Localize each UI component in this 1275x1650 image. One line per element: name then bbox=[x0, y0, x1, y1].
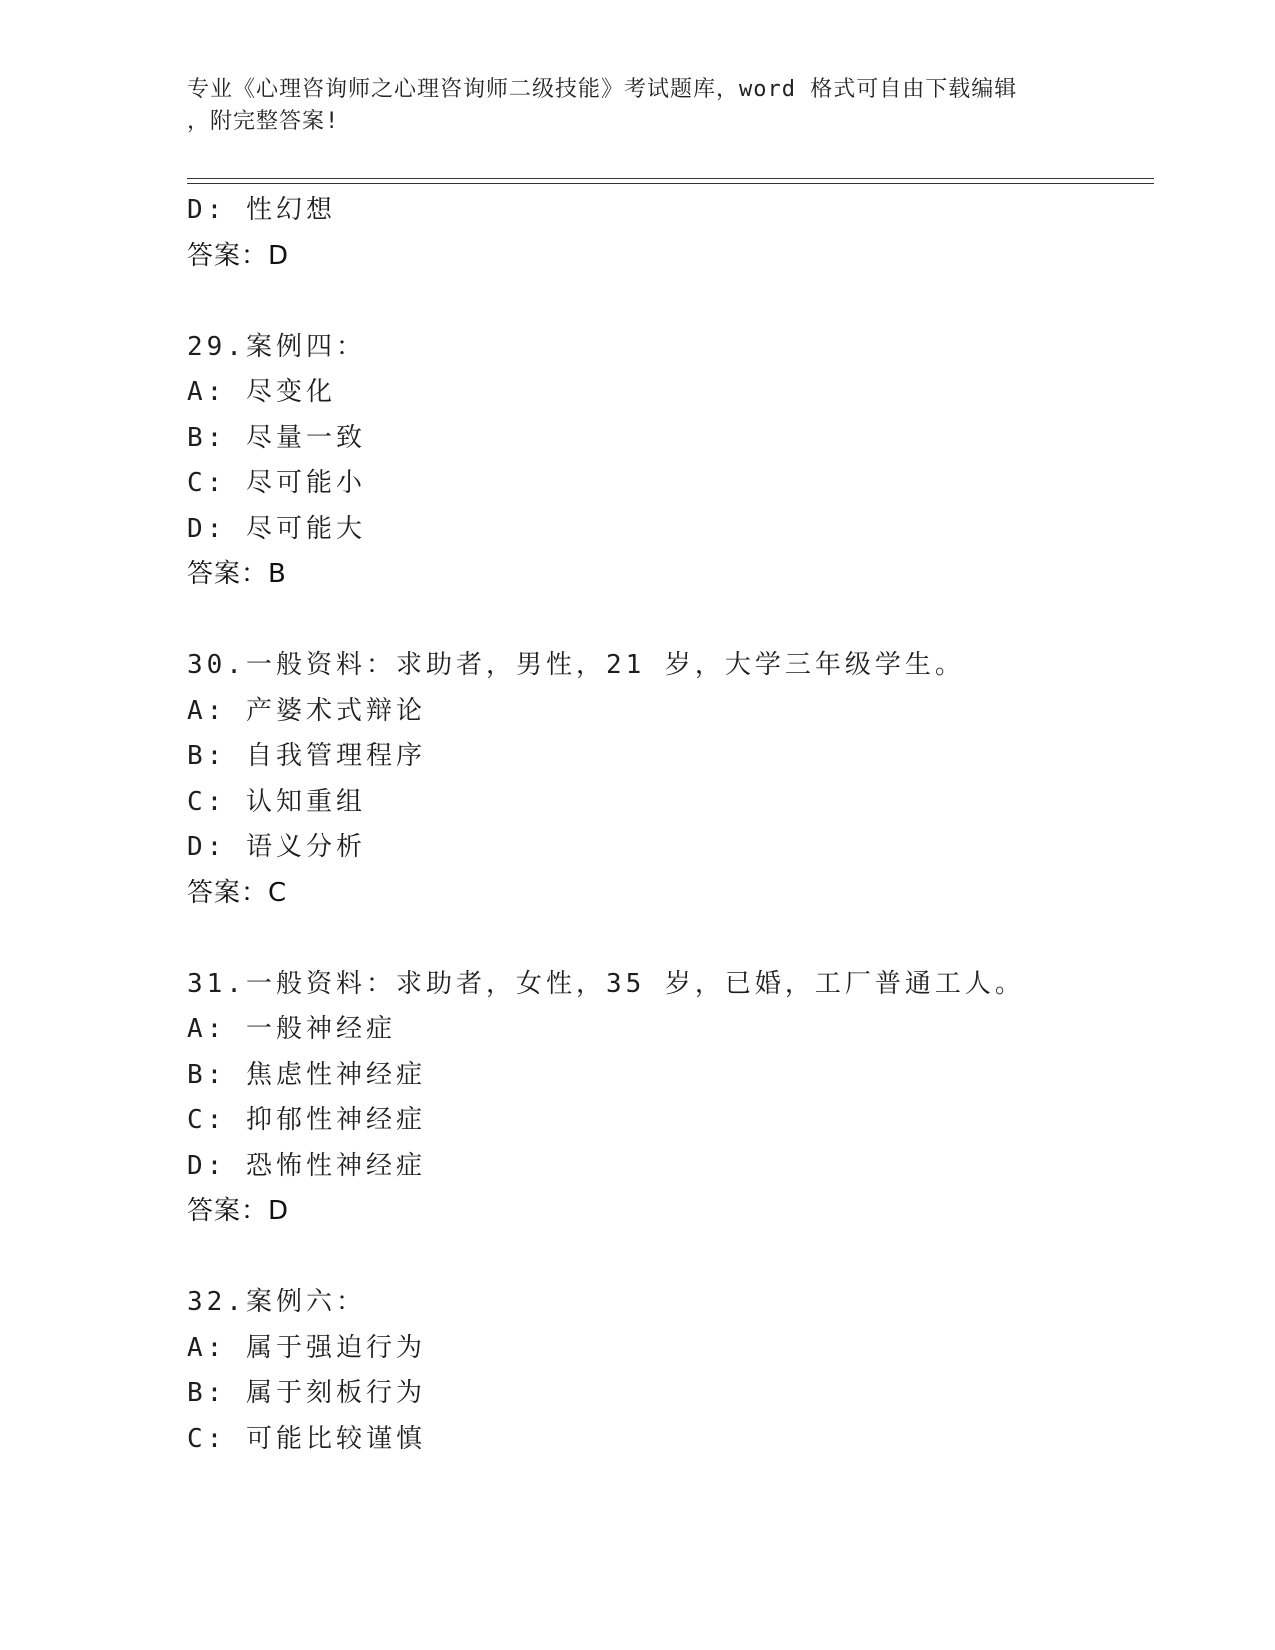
option-b: B: 属于刻板行为 bbox=[187, 1378, 426, 1408]
option-d: D: 尽可能大 bbox=[187, 513, 366, 544]
answer-line: 答案：B bbox=[187, 559, 287, 589]
answer-line: 答案：D bbox=[187, 240, 290, 271]
option-b: B: 焦虑性神经症 bbox=[187, 1059, 426, 1090]
spacer bbox=[187, 598, 1147, 644]
document-header bbox=[187, 74, 1087, 138]
option-c: C: 抑郁性神经症 bbox=[187, 1105, 426, 1135]
option-b: B: 自我管理程序 bbox=[187, 741, 426, 771]
answer-line: 答案：C bbox=[187, 877, 288, 908]
question-title: 31.一般资料：求助者，女性，35 岁，已婚，工厂普通工人。 bbox=[187, 968, 1025, 999]
spacer bbox=[187, 1235, 1147, 1281]
answer-line: 答案：D bbox=[187, 1196, 290, 1226]
option-d: D: 性幻想 bbox=[187, 195, 336, 225]
header-line-2: ，附完整答案! bbox=[187, 109, 340, 134]
option-c: C: 认知重组 bbox=[187, 786, 366, 817]
header-line-1: 专业《心理咨询师之心理咨询师二级技能》考试题库，word 格式可自由下载编辑 bbox=[187, 77, 1018, 102]
option-a: A: 一般神经症 bbox=[187, 1014, 396, 1044]
header-divider-top bbox=[187, 178, 1154, 179]
option-c: C: 可能比较谨慎 bbox=[187, 1423, 426, 1454]
question-title: 29.案例四： bbox=[187, 331, 366, 362]
question-title: 32.案例六： bbox=[187, 1287, 366, 1317]
question-title: 30.一般资料：求助者，男性，21 岁，大学三年级学生。 bbox=[187, 650, 965, 680]
option-c: C: 尽可能小 bbox=[187, 468, 366, 498]
option-d: D: 语义分析 bbox=[187, 832, 366, 862]
option-d: D: 恐怖性神经症 bbox=[187, 1150, 426, 1181]
option-a: A: 尽变化 bbox=[187, 377, 336, 407]
question-list bbox=[187, 188, 1147, 1462]
header-divider-bottom bbox=[187, 183, 1154, 184]
option-b: B: 尽量一致 bbox=[187, 422, 366, 453]
option-a: A: 产婆术式辩论 bbox=[187, 695, 426, 726]
option-a: A: 属于强迫行为 bbox=[187, 1332, 426, 1363]
spacer bbox=[187, 279, 1147, 325]
spacer bbox=[187, 916, 1147, 962]
